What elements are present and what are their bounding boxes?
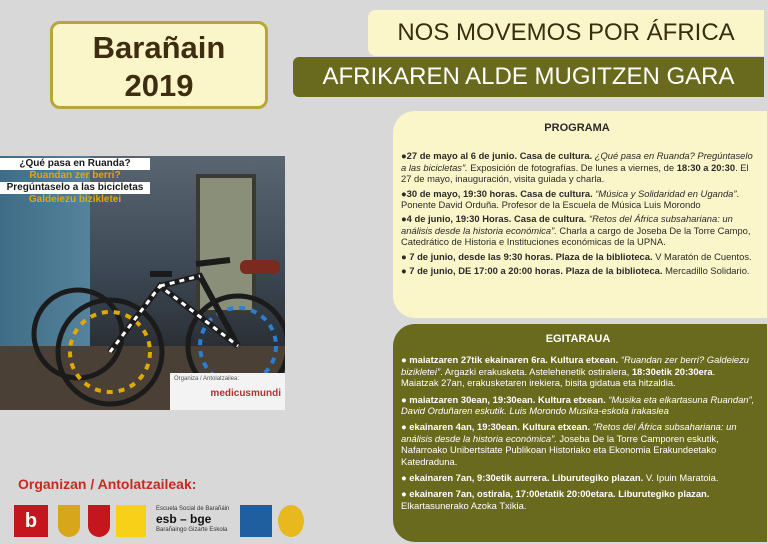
title-box [50,21,268,109]
egitaraua-item-bold: ● ekainaren 4an, 19:30ean. Kultura etxean. [401,421,591,433]
programa-item [401,188,753,211]
credit-label: Organiza / Antolatzailea: [174,376,240,382]
caption-es-1: ¿Qué pasa en Ruanda? [0,158,150,170]
egitaraua-item-rest: V. Ipuin Maratoia. [643,472,719,484]
egitaraua-item-rest2: . Maiatzak 27an, erakusketaren irekiera, bisita gidatua eta hitzaldia. [401,365,716,389]
title-town: Barañain [92,30,226,65]
library-logo [240,505,272,537]
esb-small-text-2: Barañaingo Gizarte Eskola [156,527,228,533]
egitaraua-item [401,354,755,388]
egitaraua-item [401,421,755,467]
caption-eu-1: Ruandan zer berri? [29,170,121,181]
programa-item-rest: Exposición de fotografías. De lunes a viernes, de [467,161,677,173]
egitaraua-item-bold: ● ekainaren 7an, 9:30etik aurrera. Liburutegiko plazan. [401,472,644,484]
programa-item [401,150,753,184]
organizers-label: Organizan / Antolatzaileak: [18,476,197,492]
programa-item-rest: Mercadillo Solidario. [662,265,750,277]
organizers-logos [14,505,304,537]
programa-item-rest2: . El 27 de mayo, inauguración, visita guiada y charla. [401,161,749,185]
coat-of-arms-logo [58,505,80,537]
medicusmundi-logo: medicusmundi [210,388,281,399]
music-school-logo [278,505,304,537]
navarra-shield-logo [88,505,110,537]
programa-item [401,251,753,262]
caption-eu-2: Galdeiezu bizikletei [28,194,122,205]
egitaraua-item-italic: “Ruandan zer berri? Galdeiezu bizikletei” [401,354,750,377]
programa-item [401,265,753,276]
esb-logo [156,505,234,537]
egitaraua-item-bold2: 18:30etik 20:30era [631,365,713,377]
egitaraua-item-bold: ● ekainaren 7an, ostirala, 17:00etatik 20:00etara. Liburutegiko plazan. [401,488,710,500]
programa-item-italic: “Música y Solidaridad en Uganda” [592,187,737,199]
programa-item-italic: “Retos del África subsahariana: un análisis desde la historia económica”. [401,213,733,236]
programa-item-rest: Charla a cargo de Joseba De la Torre Campo, Catedrático de Historia e Instituciones económicas de la UPNA. [401,224,751,248]
baranain-logo: b [14,505,48,537]
esb-big-text: esb – bge [156,512,212,526]
esb-small-text: Escuela Social de Barañáin [156,506,230,512]
caption-es-2: Pregúntaselo a las bicicletas [0,182,150,194]
programa-item-bold: ●27 de mayo al 6 de junio. Casa de cultura. [401,150,593,162]
egitaraua-item-italic: “Retos del África subsahariana: un análisis desde la historia económica”. [401,421,737,444]
programa-heading: PROGRAMA [544,122,610,134]
bicycles-photo [0,156,285,410]
programa-item-bold: ●4 de junio, 19:30 Horas. Casa de cultura. [401,213,587,225]
egitaraua-item [401,394,755,417]
photo-credit [170,373,285,410]
egitaraua-heading: EGITARAUA [545,333,611,345]
egitaraua-panel [393,324,767,542]
banner-spanish: NOS MOVEMOS POR ÁFRICA [368,10,764,56]
programa-item-bold: ● 7 de junio, DE 17:00 a 20:00 horas. Plaza de la biblioteca. [401,265,663,277]
bike-wheel-back-2 [34,290,122,378]
banner-basque: AFRIKAREN ALDE MUGITZEN GARA [293,57,764,97]
programa-item-rest: V Maratón de Cuentos. [652,250,752,262]
egitaraua-item-bold: ● maiatzaren 27tik ekainaren 6ra. Kultura etxean. [401,354,619,366]
programa-item-italic: ¿Qué pasa en Ruanda? Pregúntaselo a las bicicletas”. [401,150,753,173]
egitaraua-item-rest: Joseba De la Torre Camporen eskutik, Nafarroako Unibertsitate Publikoan Historiako eta Ekonomia Erakundeetako Katedraduna. [401,432,719,467]
programa-panel [393,111,767,318]
egitaraua-item-italic: “Musika eta elkartasuna Ruandan”, David Orduñaren eskutik. Luis Morondo Musika-eskola irakaslea [401,393,755,417]
egitaraua-item [401,472,755,483]
programa-item-rest: . Ponente David Orduña. Profesor de la Escuela de Música Luis Morondo [401,187,740,211]
egitaraua-item [401,488,755,511]
programa-item [401,213,753,247]
association-logo [116,505,146,537]
egitaraua-item-rest: Elkartasunerako Azoka Txikia. [401,499,527,511]
title-year: 2019 [124,68,194,103]
programa-item-bold: ● 7 de junio, desde las 9:30 horas. Plaza de la biblioteca. [401,250,653,262]
photo-caption [0,158,150,206]
egitaraua-item-bold: ● maiatzaren 30ean, 19:30ean. Kultura etxean. [401,393,606,405]
egitaraua-item-rest: . Argazki erakusketa. Astelehenetik ostiralera, [440,365,632,377]
programa-item-bold2: 18:30 a 20:30 [676,161,736,173]
programa-item-bold: ●30 de mayo, 19:30 horas. Casa de cultura. [401,187,593,199]
